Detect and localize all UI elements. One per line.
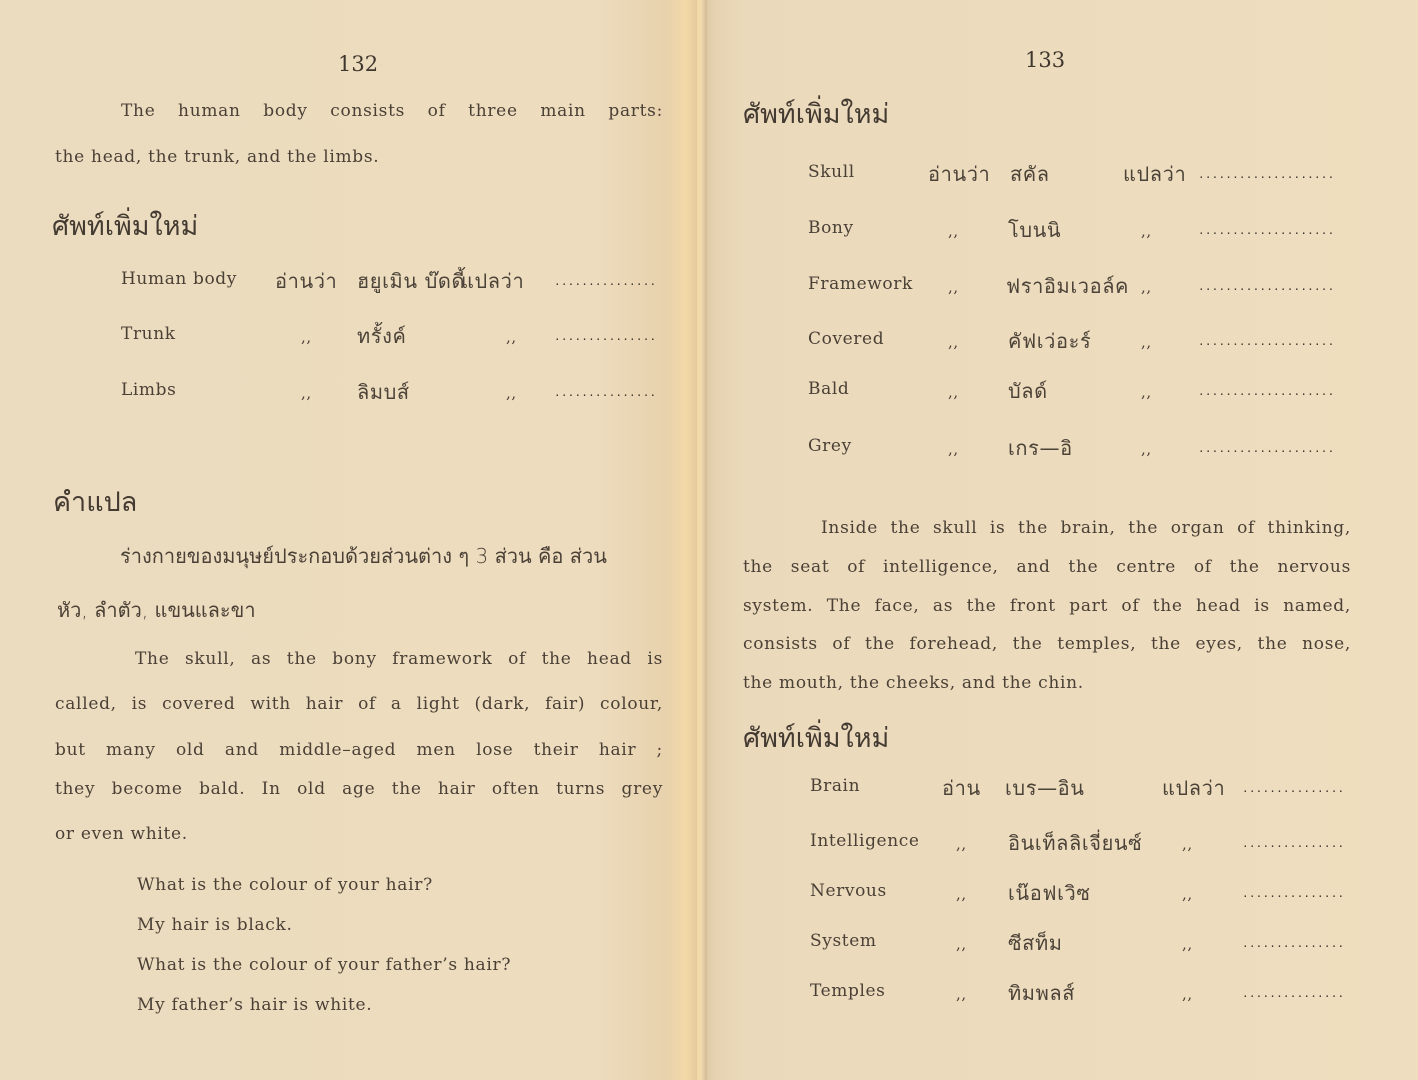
- vocab-translate-as: ,,: [1141, 278, 1152, 296]
- vocab-translate-as: แปลว่า: [1123, 162, 1187, 186]
- vocab-translate-as: ,,: [506, 384, 517, 402]
- vocab-pronunciation: ฟราอิมเวอล์ค: [1006, 274, 1130, 298]
- vocab-blank: ...............: [554, 330, 657, 343]
- intro-line: The human body consists of three main parts:: [121, 101, 663, 121]
- vocab-row: [808, 218, 1353, 248]
- paragraph-line: system. The face, as the front part of the head is named,: [743, 596, 1351, 616]
- vocab-blank: ....................: [1198, 442, 1335, 455]
- dialogue-line: My father’s hair is white.: [137, 995, 373, 1015]
- paragraph-line: called, is covered with hair of a light (dark, fair) colour,: [55, 694, 663, 714]
- vocab-read-as: ,,: [301, 328, 312, 346]
- paragraph-line: consists of the forehead, the temples, the eyes, the nose,: [743, 634, 1351, 654]
- page-number: 132: [338, 52, 379, 76]
- vocab-heading: ศัพท์เพิ่มใหม่: [52, 211, 199, 242]
- vocab-blank: ...............: [1242, 782, 1345, 795]
- vocab-english: Intelligence: [810, 831, 920, 851]
- vocab-blank: ...............: [1242, 937, 1345, 950]
- vocab-read-as: ,,: [301, 384, 312, 402]
- vocab-blank: ....................: [1198, 280, 1335, 293]
- paragraph-line: but many old and middle–aged men lose their hair ;: [55, 740, 663, 760]
- left-page: [0, 0, 700, 1080]
- vocab-translate-as: แปลว่า: [1162, 776, 1226, 800]
- vocab-blank: ...............: [554, 275, 657, 288]
- vocab-read-as: ,,: [948, 222, 959, 240]
- vocab-blank: ...............: [1242, 837, 1345, 850]
- vocab-row: [121, 324, 666, 354]
- vocab-heading: ศัพท์เพิ่มใหม่: [743, 99, 890, 130]
- vocab-row: [810, 831, 1355, 861]
- vocab-translate-as: ,,: [1182, 835, 1193, 853]
- vocab-read-as: อ่าน: [942, 776, 981, 800]
- vocab-pronunciation: เกร—อิ: [1008, 436, 1073, 460]
- vocab-pronunciation: เน๊อฟเวิซ: [1008, 881, 1091, 905]
- paragraph-line: or even white.: [55, 824, 188, 844]
- paragraph-line: Inside the skull is the brain, the organ of thinking,: [821, 518, 1351, 538]
- vocab-english: Bald: [808, 379, 850, 399]
- vocab-pronunciation: ลิมบส์: [357, 380, 410, 404]
- vocab-blank: ...............: [1242, 887, 1345, 900]
- vocab-translate-as: แปลว่า: [461, 269, 525, 293]
- vocab-pronunciation: อินเท็ลลิเจี่ยนซ์: [1008, 831, 1143, 855]
- vocab-english: Nervous: [810, 881, 887, 901]
- vocab-translate-as: ,,: [1141, 333, 1152, 351]
- vocab-pronunciation: ทิมพลส์: [1008, 981, 1076, 1005]
- dialogue-line: My hair is black.: [137, 915, 293, 935]
- vocab-english: Covered: [808, 329, 885, 349]
- vocab-english: Temples: [810, 981, 886, 1001]
- vocab-pronunciation: โบนนิ: [1008, 218, 1062, 242]
- vocab-row: [810, 931, 1355, 961]
- vocab-read-as: ,,: [956, 885, 967, 903]
- vocab-read-as: ,,: [948, 333, 959, 351]
- vocab-read-as: ,,: [956, 935, 967, 953]
- page-number: 133: [1025, 48, 1066, 72]
- vocab-row: [808, 436, 1353, 466]
- vocab-row: [121, 380, 666, 410]
- vocab-pronunciation: สคัล: [1010, 162, 1050, 186]
- vocab-english: Trunk: [121, 324, 176, 344]
- vocab-translate-as: ,,: [1182, 885, 1193, 903]
- vocab-blank: ....................: [1198, 335, 1335, 348]
- book-spine: [697, 0, 707, 1080]
- paragraph-line: they become bald. In old age the hair often turns grey: [55, 779, 663, 799]
- vocab-blank: ...............: [1242, 987, 1345, 1000]
- translation-line: หัว, ลำตัว, แขนและขา: [57, 598, 256, 622]
- translation-heading: คำแปล: [53, 487, 138, 518]
- vocab-heading: ศัพท์เพิ่มใหม่: [743, 723, 890, 754]
- vocab-pronunciation: ทรั้งค์: [357, 324, 407, 348]
- dialogue-line: What is the colour of your hair?: [137, 875, 433, 895]
- vocab-read-as: อ่านว่า: [275, 269, 338, 293]
- vocab-read-as: ,,: [948, 440, 959, 458]
- vocab-english: Skull: [808, 162, 855, 182]
- vocab-english: Bony: [808, 218, 854, 238]
- vocab-read-as: ,,: [956, 985, 967, 1003]
- vocab-translate-as: ,,: [1141, 440, 1152, 458]
- vocab-row: [808, 162, 1353, 192]
- dialogue-line: What is the colour of your father’s hair?: [137, 955, 512, 975]
- vocab-english: Grey: [808, 436, 852, 456]
- vocab-translate-as: ,,: [1141, 222, 1152, 240]
- vocab-row: [808, 274, 1353, 304]
- paragraph-line: the seat of intelligence, and the centre of the nervous: [743, 557, 1351, 577]
- vocab-translate-as: ,,: [506, 328, 517, 346]
- vocab-english: Limbs: [121, 380, 177, 400]
- vocab-english: Framework: [808, 274, 913, 294]
- paragraph-line: the mouth, the cheeks, and the chin.: [743, 673, 1084, 693]
- vocab-blank: ...............: [554, 386, 657, 399]
- vocab-read-as: ,,: [956, 835, 967, 853]
- vocab-blank: ....................: [1198, 224, 1335, 237]
- vocab-read-as: อ่านว่า: [928, 162, 991, 186]
- paragraph-line: The skull, as the bony framework of the head is: [135, 649, 663, 669]
- vocab-read-as: ,,: [948, 278, 959, 296]
- vocab-english: System: [810, 931, 877, 951]
- vocab-translate-as: ,,: [1141, 383, 1152, 401]
- vocab-blank: ....................: [1198, 385, 1335, 398]
- vocab-row: [810, 776, 1355, 806]
- vocab-translate-as: ,,: [1182, 985, 1193, 1003]
- vocab-english: Brain: [810, 776, 861, 796]
- vocab-translate-as: ,,: [1182, 935, 1193, 953]
- vocab-row: [121, 269, 666, 299]
- vocab-pronunciation: ซีสท็ม: [1008, 931, 1063, 955]
- vocab-pronunciation: เบร—อิน: [1005, 776, 1085, 800]
- vocab-pronunciation: ฮยูเมิน บ๊ดดี้: [357, 269, 466, 293]
- translation-line: ร่างกายของมนุษย์ประกอบด้วยส่วนต่าง ๆ 3 ส่วน คือ ส่วน: [120, 544, 607, 568]
- right-page: [700, 0, 1418, 1080]
- vocab-pronunciation: บัลด์: [1008, 379, 1048, 403]
- vocab-blank: ....................: [1198, 168, 1335, 181]
- vocab-read-as: ,,: [948, 383, 959, 401]
- vocab-row: [808, 329, 1353, 359]
- vocab-row: [810, 981, 1355, 1011]
- vocab-pronunciation: คัฟเว่อะร์: [1008, 329, 1092, 353]
- vocab-english: Human body: [121, 269, 237, 289]
- vocab-row: [810, 881, 1355, 911]
- intro-line: the head, the trunk, and the limbs.: [55, 147, 380, 167]
- vocab-row: [808, 379, 1353, 409]
